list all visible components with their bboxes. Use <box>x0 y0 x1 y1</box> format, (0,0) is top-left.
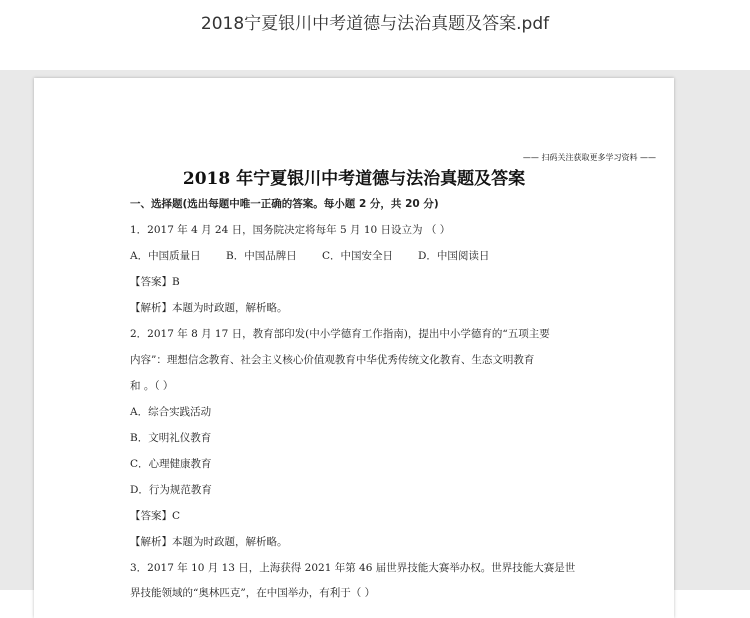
question-1-option-c: C．中国安全日 <box>322 250 394 262</box>
pdf-page <box>34 78 674 618</box>
question-1-analysis: 【解析】本题为时政题，解析略。 <box>130 302 288 314</box>
question-1-answer: 【答案】B <box>130 276 180 288</box>
question-1-stem: 1．2017 年 4 月 24 日，国务院决定将每年 5 月 10 日设立为 （ ） <box>130 224 451 236</box>
question-2-stem-line-2: 内容”：理想信念教育、社会主义核心价值观教育中华优秀传统文化教育、生态文明教育 <box>130 354 535 366</box>
question-2-option-a: A．综合实践活动 <box>130 406 212 418</box>
question-1-option-b: B．中国品牌日 <box>226 250 297 262</box>
qr-promo-note: —— 扫码关注获取更多学习资料 —— <box>522 153 656 162</box>
question-3-stem-line-2: 界技能领域的“奥林匹克”，在中国举办，有利于（ ） <box>130 587 376 599</box>
question-2-option-b: B．文明礼仪教育 <box>130 432 212 444</box>
question-1-option-a: A．中国质量日 <box>130 250 201 262</box>
question-2-analysis: 【解析】本题为时政题，解析略。 <box>130 536 288 548</box>
document-file-title: 2018宁夏银川中考道德与法治真题及答案.pdf <box>200 14 550 34</box>
document-heading: 2018 年宁夏银川中考道德与法治真题及答案 <box>182 169 526 189</box>
question-2-stem-line-1: 2．2017 年 8 月 17 日，教育部印发(中小学德育工作指南)，提出中小学德育的“五项主要 <box>130 328 550 340</box>
question-1-option-d: D．中国阅读日 <box>418 250 490 262</box>
question-2-option-c: C．心理健康教育 <box>130 458 212 470</box>
title-bar <box>0 0 750 70</box>
question-1-options <box>130 248 514 263</box>
question-2-stem-line-3: 和 。（ ） <box>130 380 174 392</box>
question-2-option-d: D．行为规范教育 <box>130 484 212 496</box>
question-3-stem-line-1: 3．2017 年 10 月 13 日，上海获得 2021 年第 46 届世界技能大赛举办权。世界技能大赛是世 <box>130 562 576 574</box>
section-heading: 一、选择题(选出每题中唯一正确的答案。每小题 2 分，共 20 分) <box>130 198 439 210</box>
question-2-answer: 【答案】C <box>130 510 181 522</box>
